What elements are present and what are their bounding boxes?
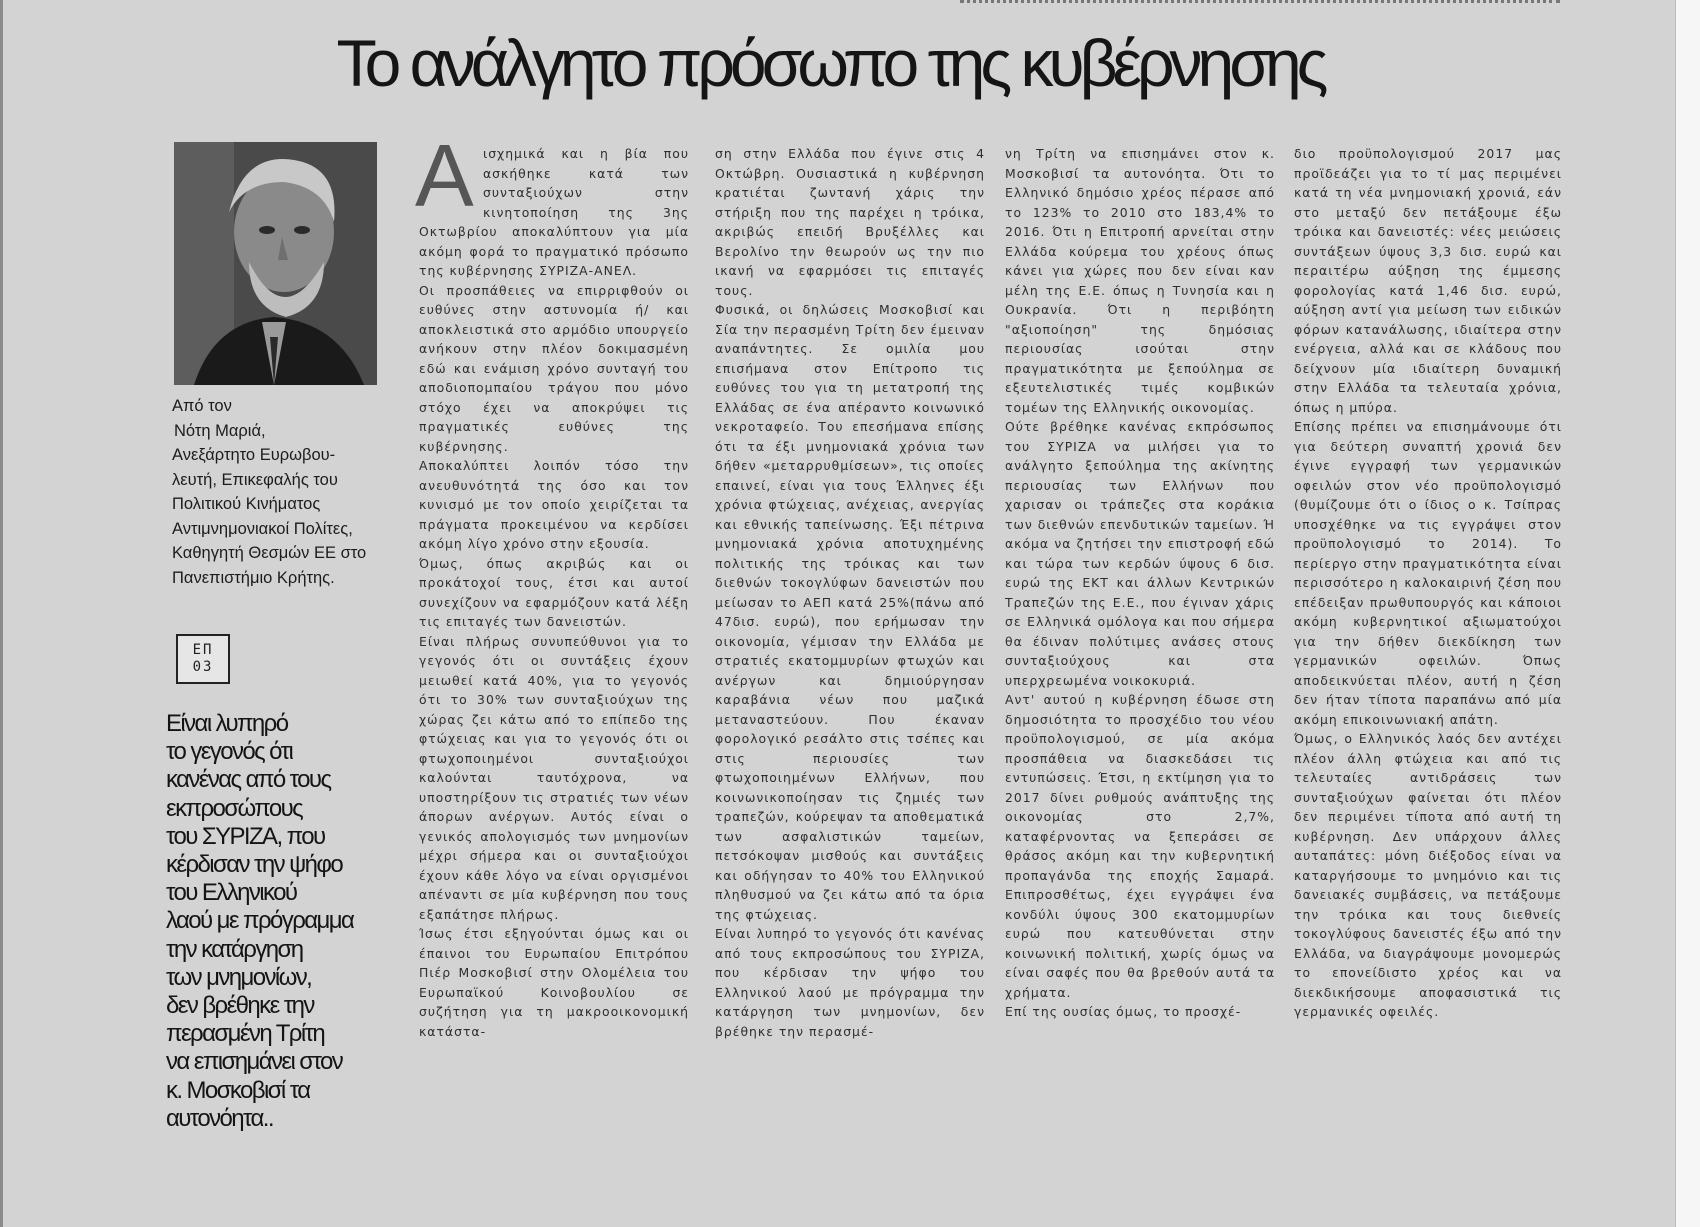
article-paragraph: Οι προσπάθειες να επιρριφθούν οι ευθύνες στην αστυνομία ή/ και αποκλειστικά στο αρμόδιο υπουργείο ανήκουν στην πλέον δοκιμασμένη εδώ και ενάμιση χρόνο συνταγή του αποδιοπομπαίου τράγου που μόνο στόχο έχει να αποκρύψει τις πραγματικές ευθύνες της κυβέρνησης. bbox=[419, 282, 689, 454]
pull-quote-line: κ. Μοσκοβισί τα bbox=[166, 1076, 310, 1104]
article-paragraph: ισχημικά και η βία που ασκήθηκε κατά των συνταξιούχων στην κινητοποίηση της 3ης Οκτωβρίου αποκαλύπτουν για μία ακόμη φορά το πραγματικό πρόσωπο της κυβέρνησης ΣΥΡΙΖΑ-ΑΝΕΛ. bbox=[419, 146, 689, 278]
pull-quote-line: των μνημονίων, bbox=[166, 963, 312, 991]
article-paragraph: ση στην Ελλάδα που έγινε στις 4 Οκτώβρη. Ουσιαστικά η κυβέρνηση κρατιέται ζωντανή χάρις την στήριξη που της παρέχει η τρόικα, ακριβώς επειδή Βρυξέλλες και Βερολίνο την θεωρούν ως την πιο ικανή να εφαρμόσει τις επιταγές τους. bbox=[715, 146, 985, 298]
page-edge-shadow bbox=[0, 0, 3, 1227]
article-column-1 bbox=[415, 126, 689, 1041]
article-paragraph: Αποκαλύπτει λοιπόν τόσο την ανευθυνότητά της όσο και τον κυνισμό με τον οποίο χειρίζεται τα πράγματα προκειμένου να κερδίσει ακόμη λίγο χρόνο στην εξουσία. bbox=[419, 458, 689, 551]
article-paragraph: Όμως, όπως ακριβώς και οι προκάτοχοί τους, έτσι και αυτοί συνεχίζουν να εφαρμόζουν κατά λέξη τις επιταγές των δανειστών. bbox=[419, 555, 689, 629]
article-paragraph: Φυσικά, οι δηλώσεις Μοσκοβισί και Σία την περασμένη Τρίτη δεν έμειναν αναπάντητες. Σε ομιλία μου επισήμανα στον Επίτροπο τις ευθύνες του για τη μετατροπή της Ελλάδας σε ένα απέραντο κοινωνικό νεκροταφείο. Του επεσήμανα επίσης ότι τα έξι μνημονιακά χρόνια των δήθεν «μεταρρυθμίσεων», τις οποίες επαινεί, είναι για τους Έλληνες έξι χρόνια φτώχειας, ανέχειας, ανεργίας και εθνικής ταπείνωσης. Έξι πέτρινα μνημονιακά χρόνια αποτυχημένης πολιτικής της τρόικας και των διεθνών τοκογλύφων δανειστών που μείωσαν το ΑΕΠ κατά 25%(πάνω από 47δισ. ευρώ), που ερήμωσαν την οικονομία, γέμισαν την Ελλάδα με στρατιές εκατομμυρίων φτωχών και ανέργων και δημιούργησαν καραβάνια νέων που μαζικά μεταναστεύουν. Που έκαναν φορολογικό ρεσάλτο στις τσέπες και στις περιουσίες των φτωχοποιημένων Ελλήνων, που κοινωνικοποίησαν τις ζημιές των τραπεζών, κούρεψαν τα αποθεματικά των ασφαλιστικών ταμείων, πετσόκοψαν μισθούς και συντάξεις και οδήγησαν το 40% του Ελληνικού πληθυσμού να ζει κάτω από τα όρια της φτώχειας. bbox=[715, 302, 985, 922]
article-paragraph: διο προϋπολογισμού 2017 μας προϊδεάζει για το τί μας περιμένει κατά τη νέα μνημονιακή χρονιά, εάν στο μεταξύ δεν πετάξουμε έξω τρόικα και δανειστές: νέες μειώσεις συντάξεων ύψους 3,3 δισ. ευρώ και περαιτέρω αύξηση της έμμεσης φορολογίας κατά 1,46 δισ. ευρώ, αύξηση αντί για μείωση των ειδικών φόρων κατανάλωσης, ιδιαίτερα στην ενέργεια, αλλά και σε κλάδους που δείχνουν μία ιδιαίτερη δυναμική στην Ελλάδα τα τελευταία χρόνια, όπως η μπύρα. bbox=[1294, 146, 1562, 415]
article-paragraph: νη Τρίτη να επισημάνει στον κ. Μοσκοβισί τα αυτονόητα. Ότι το Ελληνικό δημόσιο χρέος πέρασε από το 123% το 2010 στο 183,4% το 2016. Ότι η Επιτροπή αρνείται στην Ελλάδα κούρεμα του χρέους όπως κάνει για χώρες που δεν είναι καν μέλη της Ε.Ε. όπως η Τυνησία και η Ουκρανία. Ότι η περιβόητη "αξιοποίηση" της δημόσιας περιουσίας ισούται στην πραγματικότητα με ξεπούλημα σε εξευτελιστικές τιμές κομβικών τομέων της Ελληνικής οικονομίας. bbox=[1005, 146, 1275, 415]
publication-logo bbox=[176, 634, 230, 684]
pull-quote-line: του ΣΥΡΙΖΑ, που bbox=[166, 822, 325, 850]
pull-quote-line: περασμένη Τρίτη bbox=[166, 1020, 325, 1048]
pull-quote-line: κέρδισαν την ψήφο bbox=[166, 851, 343, 879]
article-column-3 bbox=[1005, 144, 1275, 1022]
logo-line: ΕΠ bbox=[192, 642, 214, 658]
page-margin-strip bbox=[1675, 0, 1700, 1227]
article-paragraph: Είναι λυπηρό το γεγονός ότι κανένας από τους εκπροσώπους του ΣΥΡΙΖΑ, που κέρδισαν την ψήφο του Ελληνικού λαού με πρόγραμμα την κατάργηση των μνημονίων, δεν βρέθηκε την περασμέ- bbox=[715, 926, 985, 1039]
pull-quote bbox=[166, 710, 391, 1133]
article-paragraph: Αντ' αυτού η κυβέρνηση έδωσε στη δημοσιότητα το προσχέδιο του νέου προϋπολογισμού, σε μία ακόμα προσπάθεια να διασκεδάσει τις εντυπώσεις. Έτσι, η εκτίμηση για το 2017 δίνει ρυθμούς ανάπτυξης της οικονομίας στο 2,7%, καταφέρνοντας να ξεπεράσει σε θράσος ακόμη και την κυβερνητική προπαγάνδα της εποχής Σαμαρά. Επιπροσθέτως, έχει εγγράψει ένα κονδύλι ύψους 300 εκατομμυρίων ευρώ που κατευθύνεται στην κοινωνική πολιτική, χωρίς όμως να είναι σαφές που θα βρεθούν αυτά τα χρήματα. bbox=[1005, 692, 1275, 1000]
byline-line: Νότη Μαριά, bbox=[174, 421, 266, 440]
article-paragraph: Επίσης πρέπει να επισημάνουμε ότι για δεύτερη συναπτή χρονιά δεν έγινε εγγραφή των γερμανικών οφειλών στον νέο προϋπολογισμό (θυμίζουμε ότι ο ίδιος ο κ. Τσίπρας υποσχέθηκε να τις εγγράψει στον προϋπολογισμό το 2014). Το περίεργο στην πραγματικότητα είναι περισσότερο η καλοκαιρινή ζέση που επέδειξαν πρωθυπουργός και κάποιοι ακόμη κυβερνητικοί αξιωματούχοι για την δήθεν διεκδίκηση των γερμανικών οφειλών. Όπως αποδεικνύεται πλέον, αυτή η ζέση δεν ήταν τίποτα παραπάνω από μία ακόμη επικοινωνιακή απάτη. bbox=[1294, 419, 1562, 727]
article-paragraph: Όμως, ο Ελληνικός λαός δεν αντέχει πλέον άλλη φτώχεια και από τις τελευταίες αντιδράσεις των συνταξιούχων φαίνεται ότι πλέον δεν περιμένει τίποτα από αυτή τη κυβέρνηση. Δεν υπάρχουν άλλες αυταπάτες: μόνη διέξοδος είναι να καταργήσουμε το μνημόνιο και τις δανειακές συμβάσεις, να πετάξουμε την τρόικα και τους διεθνείς τοκογλύφους δανειστές έξω από την Ελλάδα, να διαγράψουμε μονομερώς το επονείδιστο χρέος και να διεκδικήσουμε αποφασιστικά τις γερμανικές οφειλές. bbox=[1294, 731, 1562, 1019]
pull-quote-line: λαού με πρόγραμμα bbox=[166, 907, 354, 935]
byline-line: λευτή, Επικεφαλής του bbox=[172, 470, 338, 489]
byline-line: Ανεξάρτητο Ευρωβου- bbox=[172, 446, 336, 464]
article-column-2 bbox=[715, 144, 985, 1041]
author-photo bbox=[174, 142, 377, 385]
byline-line: Πολιτικού Κινήματος bbox=[172, 495, 321, 513]
pull-quote-line: Είναι λυπηρό bbox=[166, 710, 288, 737]
article-column-4 bbox=[1294, 144, 1562, 1022]
logo-line: 03 bbox=[192, 659, 214, 675]
byline-line: Καθηγητή Θεσμών ΕΕ στο bbox=[172, 544, 367, 562]
pull-quote-line: κανένας από τους bbox=[166, 766, 331, 794]
pull-quote-line: την κατάργηση bbox=[166, 935, 303, 963]
pull-quote-line: του Ελληνικού bbox=[166, 879, 297, 907]
author-byline bbox=[172, 394, 387, 590]
pull-quote-line: το γεγονός ότι bbox=[166, 738, 293, 766]
drop-cap: Α bbox=[415, 126, 468, 225]
top-dotted-rule bbox=[960, 0, 1560, 6]
pull-quote-line: αυτονόητα.. bbox=[166, 1104, 273, 1132]
byline-line: Αντιμνημονιακοί Πολίτες, bbox=[172, 519, 353, 538]
article-paragraph: Ούτε βρέθηκε κανένας εκπρόσωπος του ΣΥΡΙΖΑ να μιλήσει για το ανάλγητο ξεπούλημα της ακίνητης περιουσίας των Ελλήνων που χαρισαν οι τράπεζες στα κοράκια των διεθνών επενδυτικών ταμείων. Ή ακόμα να ζητήσει την επιστροφή εδώ και τώρα των κερδών ύψους 6 δισ. ευρώ της ΕΚΤ και άλλων Κεντρικών Τραπεζών της Ε.Ε., που έγιναν χάρις σε Ελληνικά ομόλογα και που σήμερα θα έδιναν πολύτιμες ανάσες στους συνταξιούχους και στα υπερχρεωμένα νοικοκυριά. bbox=[1005, 419, 1275, 688]
byline-line: Πανεπιστήμιο Κρήτης. bbox=[172, 568, 335, 587]
article-headline: Το ανάλγητο πρόσωπο της κυβέρνησης bbox=[336, 26, 1324, 100]
article-paragraph: Είναι πλήρως συνυπεύθυνοι για το γεγονός ότι οι συντάξεις έχουν μειωθεί κατά 40%, για το γεγονός ότι το 30% των συνταξιούχων της χώρας ζει κάτω από το επίπεδο της φτώχειας και για το γεγονός ότι οι φτωχοποιημένοι συνταξιούχοι καλούνται ταυτόχρονα, να υποστηρίξουν τις στρατιές των νέων άπορων ανέργων. Αυτός είναι ο γενικός απολογισμός των μνημονίων μέχρι σήμερα και οι συνταξιούχοι έχουν κάθε λόγο να είναι οργισμένοι απέναντι σε μία κυβέρνηση που τους εξαπάτησε πλήρως. bbox=[419, 633, 689, 922]
pull-quote-line: εκπροσώπους bbox=[166, 794, 303, 822]
pull-quote-line: δεν βρέθηκε την bbox=[166, 992, 314, 1020]
article-paragraph: Ίσως έτσι εξηγούνται όμως και οι έπαινοι του Ευρωπαίου Επιτρόπου Πιέρ Μοσκοβισί στην Ολομέλεια του Ευρωπαϊκού Κοινοβουλίου σε συζήτηση για τη μακροοικονομική κατάστα- bbox=[419, 926, 689, 1039]
article-paragraph: Επί της ουσίας όμως, το προσχέ- bbox=[1005, 1004, 1242, 1019]
pull-quote-line: να επισημάνει στον bbox=[166, 1048, 343, 1076]
byline-line: Από τον bbox=[172, 397, 232, 415]
